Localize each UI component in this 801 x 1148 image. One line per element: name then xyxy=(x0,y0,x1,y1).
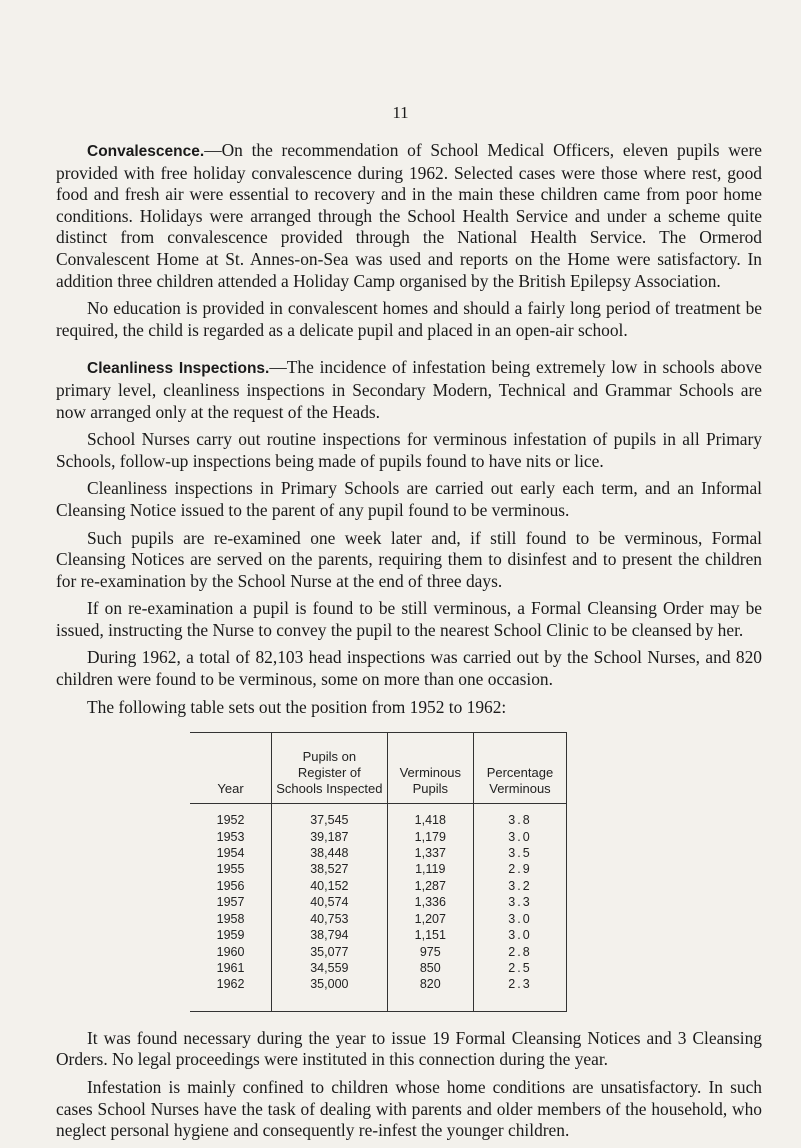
convalescence-heading: Convalescence. xyxy=(87,143,205,160)
table-cell: 38,527 xyxy=(272,861,388,877)
document-body xyxy=(56,140,762,1148)
table-cell: 975 xyxy=(387,944,473,960)
table-cell: 1,418 xyxy=(387,804,473,829)
table-row xyxy=(190,894,567,910)
table-cell: 1,119 xyxy=(387,861,473,877)
table-cell: 3.2 xyxy=(473,878,566,894)
table-cell: 1961 xyxy=(216,960,245,975)
table-cell: 3.5 xyxy=(473,845,566,861)
header-register: Pupils on Register of Schools Inspected xyxy=(272,733,388,804)
table-cell: 1959 xyxy=(216,928,245,943)
table-cell: 2.5 xyxy=(473,960,566,976)
header-percentage: Percentage Verminous xyxy=(473,733,566,804)
table-row xyxy=(190,861,567,877)
table-cell: 1958 xyxy=(216,911,245,926)
table-row xyxy=(190,845,567,861)
after-table-paragraph-1: It was found necessary during the year to issue 19 Formal Cleansing Notices and 3 Cleansing Orders. No legal proceedings were instituted in this connection during the year. xyxy=(56,1027,762,1070)
table-cell: 1953 xyxy=(216,829,245,844)
convalescence-paragraph-2: No education is provided in convalescent homes and should a fairly long period of treatment be required, the child is regarded as a delicate pupil and placed in an open-air school. xyxy=(56,298,762,340)
table-cell: 3.0 xyxy=(473,829,566,845)
table-row xyxy=(190,927,567,943)
table-cell: 34,559 xyxy=(272,960,388,976)
table-row xyxy=(190,944,567,960)
table-cell: 3.3 xyxy=(473,894,566,910)
table-cell: 1,179 xyxy=(387,829,473,845)
table-cell: 40,753 xyxy=(272,911,388,927)
table-row xyxy=(190,960,567,976)
table-cell: 1956 xyxy=(216,878,245,893)
table-cell: 3.8 xyxy=(473,804,566,829)
table-cell: 35,000 xyxy=(272,976,388,1011)
table-cell: 38,794 xyxy=(272,927,388,943)
convalescence-paragraph-1 xyxy=(56,140,762,292)
table-cell: 1,337 xyxy=(387,845,473,861)
table-cell: 1,336 xyxy=(387,894,473,910)
table-row xyxy=(190,911,567,927)
table-cell: 850 xyxy=(387,960,473,976)
cleanliness-paragraph-6: During 1962, a total of 82,103 head inspections was carried out by the School Nurses, and 820 children were found to be verminous, some on more than one occasion. xyxy=(56,647,762,690)
table-cell: 3.0 xyxy=(473,911,566,927)
table-cell: 1952 xyxy=(216,813,245,828)
table-cell: 2.8 xyxy=(473,944,566,960)
table-cell: 820 xyxy=(387,976,473,1011)
page-number: 11 xyxy=(392,103,409,122)
header-year: Year xyxy=(190,733,272,804)
table-row xyxy=(190,829,567,845)
cleanliness-paragraph-3: Cleanliness inspections in Primary Schools are carried out early each term, and an Informal Cleansing Notice issued to the parent of any pupil found to be verminous. xyxy=(56,478,762,520)
cleanliness-paragraph-7: The following table sets out the position from 1952 to 1962: xyxy=(87,696,507,717)
table-cell: 1,207 xyxy=(387,911,473,927)
table-cell: 39,187 xyxy=(272,829,388,845)
table-cell: 3.0 xyxy=(473,927,566,943)
table-cell: 2.3 xyxy=(473,976,566,1011)
header-verminous: Verminous Pupils xyxy=(387,733,473,804)
cleanliness-paragraph-4: Such pupils are re-examined one week later and, if still found to be verminous, Formal Cleansing Notices are served on the parents, requiring them to disinfest and to present the children for re-examination by the School Nurse at the end of three days. xyxy=(56,527,762,591)
verminous-table-container xyxy=(190,732,567,1011)
table-row xyxy=(190,976,567,1011)
table-row xyxy=(190,804,567,829)
table-cell: 1957 xyxy=(216,895,245,910)
table-row xyxy=(190,878,567,894)
cleanliness-paragraph-5: If on re-examination a pupil is found to be still verminous, a Formal Cleansing Order may be issued, instructing the Nurse to convey the pupil to the nearest School Clinic to be cleansed by her. xyxy=(56,598,762,640)
table-cell: 40,574 xyxy=(272,894,388,910)
table-cell: 37,545 xyxy=(272,804,388,829)
table-cell: 2.9 xyxy=(473,861,566,877)
cleanliness-text-1: —The incidence of infestation being extremely low in schools above primary level, cleanliness inspections in Secondary Modern, Technical and Grammar Schools are now arranged only at the request of the Heads. xyxy=(56,357,762,422)
table-cell: 38,448 xyxy=(272,845,388,861)
table-cell: 1,287 xyxy=(387,878,473,894)
cleanliness-paragraph-2: School Nurses carry out routine inspections for verminous infestation of pupils in all Primary Schools, follow-up inspections being made of pupils found to have nits or lice. xyxy=(56,429,762,471)
table-cell: 1954 xyxy=(216,846,245,861)
cleanliness-paragraph-1 xyxy=(56,357,762,423)
convalescence-text-1: —On the recommendation of School Medical Officers, eleven pupils were provided with free holiday convalescence during 1962. Selected cases were those where rest, good food and fresh air were essential to recovery and in the main these children came from poor home conditions. Holidays were arranged through the School Health Service and under a scheme quite distinct from convalescence provided through the National Health Service. The Ormerod Convalescent Home at St. Annes-on-Sea was used and reports on the Home were satisfactory. In addition three children attended a Holiday Camp organised by the British Epilepsy Association. xyxy=(56,140,762,291)
cleanliness-heading: Cleanliness Inspections. xyxy=(87,360,270,378)
table-header-row xyxy=(190,733,567,804)
table-cell: 40,152 xyxy=(272,878,388,894)
after-table-paragraph-2: Infestation is mainly confined to children whose home conditions are unsatisfactory. In such cases School Nurses have the task of dealing with parents and older members of the household, who neglect personal hygiene and consequently re-infest the younger children. xyxy=(56,1076,762,1141)
table-cell: 1960 xyxy=(216,944,245,959)
table-cell: 1,151 xyxy=(387,927,473,943)
table-cell: 1962 xyxy=(190,976,272,1011)
table-cell: 35,077 xyxy=(272,944,388,960)
verminous-table xyxy=(190,732,567,1011)
table-cell: 1955 xyxy=(216,862,245,877)
